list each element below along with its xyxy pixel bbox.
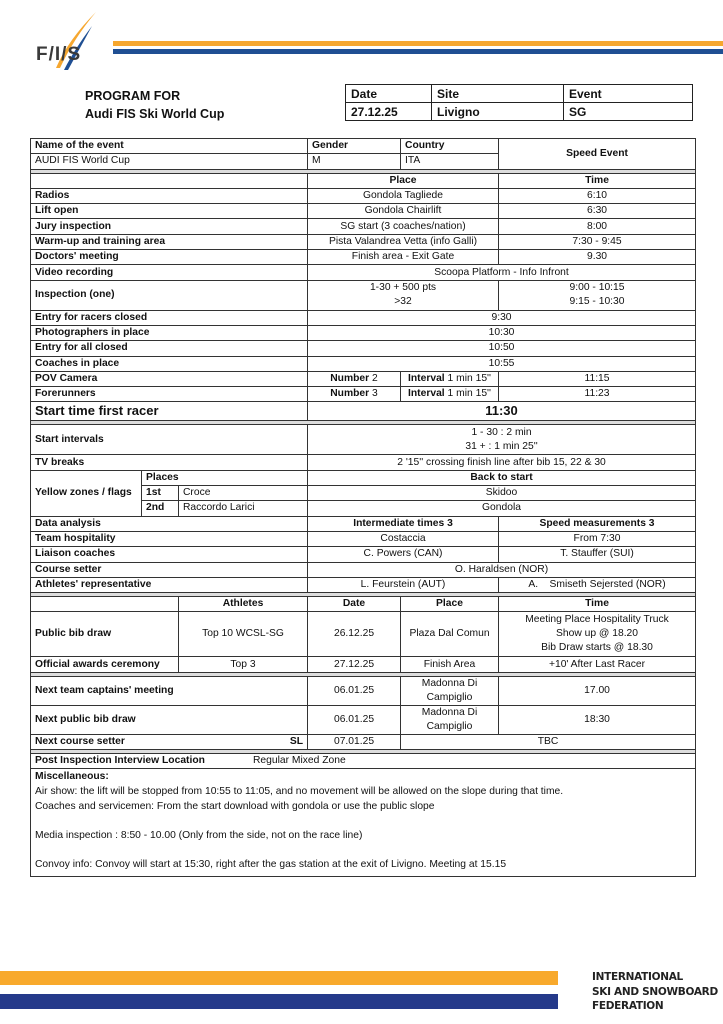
number-value: 2 bbox=[372, 373, 378, 384]
misc-row bbox=[31, 769, 696, 877]
intervals-values bbox=[308, 425, 696, 455]
number-label: Number bbox=[330, 373, 370, 384]
zone-back: Gondola bbox=[308, 501, 696, 516]
interval-line-1: 1 - 30 : 2 min bbox=[471, 426, 532, 438]
schedule-row bbox=[31, 219, 696, 234]
start-time-row bbox=[31, 402, 696, 421]
zone-place: Raccordo Larici bbox=[179, 501, 308, 516]
federation-line-2: SKI AND SNOWBOARD bbox=[592, 985, 718, 998]
row-label: Forerunners bbox=[31, 387, 308, 402]
row-place: Madonna Di Campiglio bbox=[401, 676, 499, 705]
event-name-label: Name of the event bbox=[31, 139, 308, 154]
row-time: 7:30 - 9:45 bbox=[499, 234, 696, 249]
liaison-coach-1: C. Powers (CAN) bbox=[308, 547, 499, 562]
meta-event-value: SG bbox=[564, 103, 693, 121]
row-label: Official awards ceremony bbox=[31, 657, 179, 672]
post-inspection-row bbox=[31, 754, 696, 769]
pov-camera-row bbox=[31, 371, 696, 386]
row-time: 17.00 bbox=[499, 676, 696, 705]
number-value: 3 bbox=[372, 388, 378, 400]
header-stripe-blue bbox=[113, 49, 723, 54]
time-header: Time bbox=[499, 173, 696, 188]
row-label: Warm-up and training area bbox=[31, 234, 308, 249]
yellow-zones-label: Yellow zones / flags bbox=[31, 470, 142, 516]
federation-name bbox=[592, 970, 718, 1014]
row-label: Entry for racers closed bbox=[31, 310, 308, 325]
awards-ceremony-row bbox=[31, 657, 696, 672]
athletes-rep-1: L. Feurstein (AUT) bbox=[308, 577, 499, 592]
federation-line-3: FEDERATION bbox=[592, 1000, 664, 1012]
row-value: Scoopa Platform - Info Infront bbox=[308, 265, 696, 280]
next-setter-discipline: SL bbox=[289, 735, 304, 747]
row-label: Inspection (one) bbox=[31, 280, 308, 310]
liaison-coaches-row bbox=[31, 547, 696, 562]
event-type: Speed Event bbox=[499, 139, 696, 170]
post-inspection-cell bbox=[31, 754, 696, 769]
row-athletes: Top 3 bbox=[179, 657, 308, 672]
row-place: Pista Valandrea Vetta (info Galli) bbox=[308, 234, 499, 249]
ceremonies-header-row bbox=[31, 597, 696, 612]
places-label: Places bbox=[142, 470, 308, 485]
row-label: Video recording bbox=[31, 265, 308, 280]
speed-measurements: Speed measurements 3 bbox=[499, 516, 696, 531]
row-value: 9:30 bbox=[308, 310, 696, 325]
forerunners-interval bbox=[401, 387, 499, 402]
forerunners-row bbox=[31, 387, 696, 402]
inspection-places bbox=[308, 280, 499, 310]
row-time: 9.30 bbox=[499, 250, 696, 265]
interval-label: Interval bbox=[408, 388, 445, 400]
footer-stripe-orange bbox=[0, 971, 558, 985]
single-row bbox=[31, 341, 696, 356]
misc-line bbox=[35, 814, 691, 829]
inspection-time-1: 9:00 - 10:15 bbox=[569, 282, 625, 294]
inspection-times bbox=[499, 280, 696, 310]
logo-text: F/I/S bbox=[36, 44, 82, 65]
inspection-time-2: 9:15 - 10:30 bbox=[569, 296, 625, 308]
country-label: Country bbox=[401, 139, 499, 154]
meta-date-value: 27.12.25 bbox=[346, 103, 432, 121]
row-place: SG start (3 coaches/nation) bbox=[308, 219, 499, 234]
athletes-header: Athletes bbox=[179, 597, 308, 612]
zone-back: Skidoo bbox=[308, 486, 696, 501]
interval-value: 1 min 15'' bbox=[447, 373, 491, 384]
row-time: 11:15 bbox=[499, 371, 696, 386]
row-value: 10:50 bbox=[308, 341, 696, 356]
start-intervals-row bbox=[31, 425, 696, 455]
schedule-row bbox=[31, 250, 696, 265]
row-place: Gondola Chairlift bbox=[308, 204, 499, 219]
schedule-row bbox=[31, 188, 696, 203]
next-bib-draw-row bbox=[31, 705, 696, 734]
liaison-coach-2: T. Stauffer (SUI) bbox=[499, 547, 696, 562]
row-label: Public bib draw bbox=[31, 612, 179, 657]
meta-event-header: Event bbox=[564, 85, 693, 103]
page-title bbox=[85, 87, 224, 123]
event-meta-table bbox=[345, 84, 693, 121]
row-label: Next public bib draw bbox=[31, 705, 308, 734]
row-date: 06.01.25 bbox=[308, 705, 401, 734]
time-line-3: Bib Draw starts @ 18.30 bbox=[541, 642, 653, 654]
interval-value: 1 min 15'' bbox=[447, 388, 491, 400]
row-label: Data analysis bbox=[31, 516, 308, 531]
tv-breaks-row bbox=[31, 455, 696, 470]
number-label: Number bbox=[330, 388, 370, 400]
row-time: +10' After Last Racer bbox=[499, 657, 696, 672]
place-header: Place bbox=[401, 597, 499, 612]
row-label: Entry for all closed bbox=[31, 341, 308, 356]
inspection-place-2: >32 bbox=[394, 296, 412, 308]
meta-site-header: Site bbox=[432, 85, 564, 103]
row-label: Radios bbox=[31, 188, 308, 203]
back-to-start-label: Back to start bbox=[308, 470, 696, 485]
row-place: Madonna Di Campiglio bbox=[401, 705, 499, 734]
time-header: Time bbox=[499, 597, 696, 612]
row-label: Team hospitality bbox=[31, 531, 308, 546]
zone-number: 1st bbox=[142, 486, 179, 501]
team-hospitality-row bbox=[31, 531, 696, 546]
schedule-row bbox=[31, 204, 696, 219]
interval-label: Interval bbox=[408, 373, 445, 384]
single-row bbox=[31, 356, 696, 371]
single-row bbox=[31, 310, 696, 325]
row-label: Coaches in place bbox=[31, 356, 308, 371]
row-value: 10:30 bbox=[308, 325, 696, 340]
row-label: Liaison coaches bbox=[31, 547, 308, 562]
row-place: Costaccia bbox=[308, 531, 499, 546]
post-inspection-label: Post Inspection Interview Location bbox=[35, 755, 205, 767]
next-setter-label: Next course setter bbox=[35, 735, 125, 747]
row-place: Finish Area bbox=[401, 657, 499, 672]
data-analysis-row bbox=[31, 516, 696, 531]
row-label: Doctors' meeting bbox=[31, 250, 308, 265]
row-label: Lift open bbox=[31, 204, 308, 219]
course-setter-row bbox=[31, 562, 696, 577]
row-place: Plaza Dal Comun bbox=[401, 612, 499, 657]
fis-logo bbox=[34, 10, 104, 70]
row-place: Finish area - Exit Gate bbox=[308, 250, 499, 265]
intermediate-times: Intermediate times 3 bbox=[308, 516, 499, 531]
gender-label: Gender bbox=[308, 139, 401, 154]
forerunners-number bbox=[308, 387, 401, 402]
start-time-value: 11:30 bbox=[308, 402, 696, 421]
yellow-zones-header-row bbox=[31, 470, 696, 485]
row-value: TBC bbox=[401, 734, 696, 749]
misc-line: Air show: the lift will be stopped from 10:55 to 11:05, and no movement will be allowed on the slope during that time. bbox=[35, 785, 564, 797]
event-name-value: AUDI FIS World Cup bbox=[31, 154, 308, 169]
athletes-rep-row bbox=[31, 577, 696, 592]
row-label: Start time first racer bbox=[31, 402, 308, 421]
misc-cell bbox=[31, 769, 696, 877]
row-place: Gondola Tagliede bbox=[308, 188, 499, 203]
title-line2: Audi FIS Ski World Cup bbox=[85, 107, 225, 121]
country-value: ITA bbox=[401, 154, 499, 169]
schedule-row bbox=[31, 234, 696, 249]
event-info-row bbox=[31, 139, 696, 154]
misc-line: Media inspection : 8:50 - 10.00 (Only from the side, not on the race line) bbox=[35, 829, 363, 841]
row-date: 26.12.25 bbox=[308, 612, 401, 657]
row-time: 6:10 bbox=[499, 188, 696, 203]
date-header: Date bbox=[308, 597, 401, 612]
row-value: O. Haraldsen (NOR) bbox=[308, 562, 696, 577]
misc-line bbox=[35, 843, 691, 858]
row-label: Next team captains' meeting bbox=[31, 676, 308, 705]
next-course-setter-row bbox=[31, 734, 696, 749]
video-recording-row bbox=[31, 265, 696, 280]
zone-number: 2nd bbox=[142, 501, 179, 516]
title-line1: PROGRAM FOR bbox=[85, 89, 181, 103]
row-time: From 7:30 bbox=[499, 531, 696, 546]
header-stripe-orange bbox=[113, 41, 723, 46]
misc-line: Convoy info: Convoy will start at 15:30, right after the gas station at the exit of Livigno. Meeting at 15.15 bbox=[35, 858, 507, 870]
row-label: TV breaks bbox=[31, 455, 308, 470]
single-row bbox=[31, 325, 696, 340]
row-time: 6:30 bbox=[499, 204, 696, 219]
program-table bbox=[30, 138, 696, 877]
interval-line-2: 31 + : 1 min 25'' bbox=[465, 440, 538, 452]
row-value: 10:55 bbox=[308, 356, 696, 371]
row-label bbox=[31, 734, 308, 749]
misc-label: Miscellaneous: bbox=[35, 771, 109, 783]
public-bib-draw-row bbox=[31, 612, 696, 657]
time-line-2: Show up @ 18.20 bbox=[556, 628, 639, 640]
misc-line: Coaches and servicemen: From the start download with gondola or use the public slope bbox=[35, 800, 435, 812]
row-athletes: Top 10 WCSL-SG bbox=[179, 612, 308, 657]
gender-value: M bbox=[308, 154, 401, 169]
row-time: 11:23 bbox=[499, 387, 696, 402]
athletes-rep-2: A. Smiseth Sejersted (NOR) bbox=[499, 577, 696, 592]
meta-site-value: Livigno bbox=[432, 103, 564, 121]
footer-stripe-blue bbox=[0, 994, 558, 1009]
time-line-1: Meeting Place Hospitality Truck bbox=[525, 614, 669, 626]
row-value: 2 '15'' crossing finish line after bib 15, 22 & 30 bbox=[308, 455, 696, 470]
row-label: Start intervals bbox=[31, 425, 308, 455]
row-label: Photographers in place bbox=[31, 325, 308, 340]
inspection-row bbox=[31, 280, 696, 310]
pov-interval bbox=[401, 371, 499, 386]
row-label: Course setter bbox=[31, 562, 308, 577]
next-captains-row bbox=[31, 676, 696, 705]
row-label: Jury inspection bbox=[31, 219, 308, 234]
meta-date-header: Date bbox=[346, 85, 432, 103]
row-label: POV Camera bbox=[31, 371, 308, 386]
row-time: 18:30 bbox=[499, 705, 696, 734]
row-time: 8:00 bbox=[499, 219, 696, 234]
row-time bbox=[499, 612, 696, 657]
zone-place: Croce bbox=[179, 486, 308, 501]
inspection-place-1: 1-30 + 500 pts bbox=[369, 282, 437, 294]
row-date: 07.01.25 bbox=[308, 734, 401, 749]
row-date: 27.12.25 bbox=[308, 657, 401, 672]
pov-number bbox=[308, 371, 401, 386]
row-label: Athletes' representative bbox=[31, 577, 308, 592]
post-inspection-value: Regular Mixed Zone bbox=[253, 755, 346, 767]
federation-line-1: INTERNATIONAL bbox=[592, 971, 683, 983]
row-date: 06.01.25 bbox=[308, 676, 401, 705]
place-header: Place bbox=[308, 173, 499, 188]
